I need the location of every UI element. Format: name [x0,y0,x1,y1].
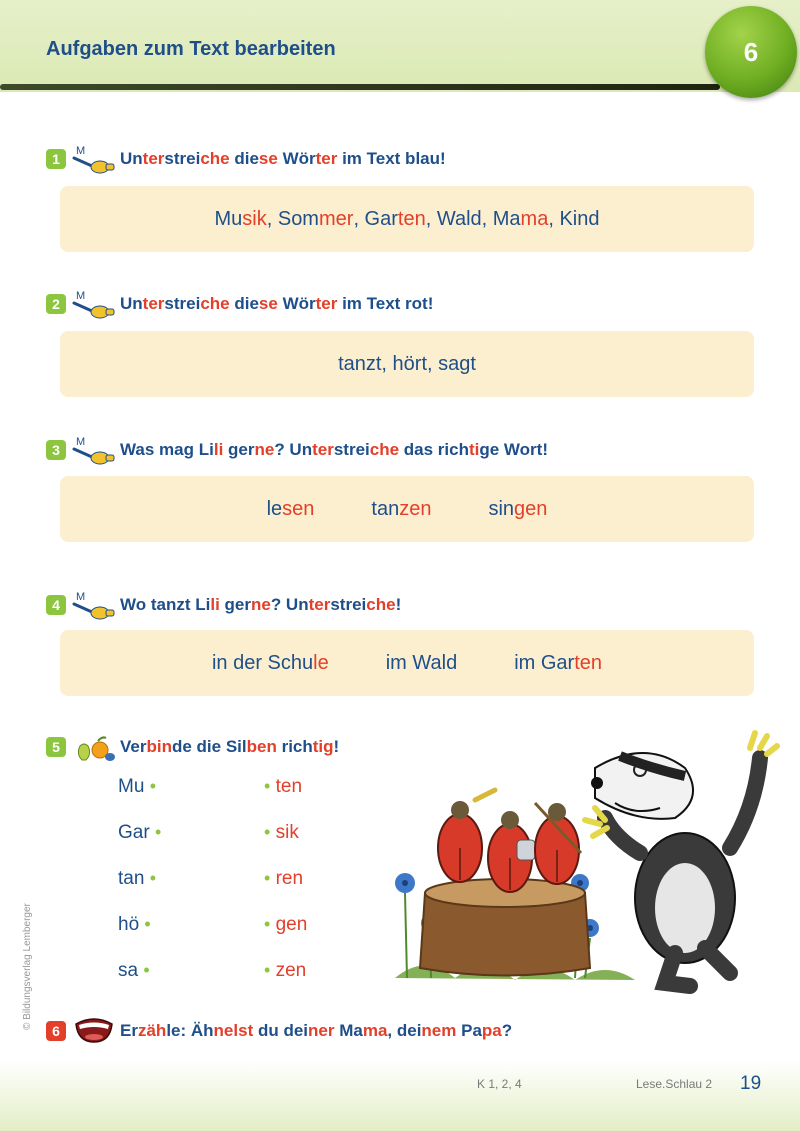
text-segment: , dei [387,1021,422,1040]
task-instruction [120,595,401,615]
task-6 [46,1016,512,1046]
task-instruction [120,149,446,169]
left-syllable[interactable]: Gar • [118,822,162,843]
text-segment: strei [330,595,367,614]
svg-text:M: M [76,290,86,302]
marker-hand-icon [70,144,118,174]
highlighted-syllable: ner [308,1021,335,1040]
highlighted-syllable: ter [142,294,165,313]
text-segment: Wör [277,294,316,313]
text-segment: du dei [253,1021,309,1040]
text-segment: ? [501,1021,513,1040]
word-box-2 [60,331,754,397]
task-instruction [120,440,548,460]
highlighted-syllable: che [369,440,400,459]
text-segment: ! [395,595,402,614]
highlighted-syllable: ter [312,440,334,459]
highlighted-syllable: che [200,149,230,168]
task-number: 5 [46,737,66,757]
text-segment: tan [371,497,400,520]
task-number: 4 [46,595,66,615]
highlighted-syllable: ter [308,595,331,614]
highlighted-syllable: ten [574,651,603,674]
text-segment: , Gar [353,207,398,230]
highlighted-syllable: pa [481,1021,502,1040]
highlighted-syllable: le [313,651,329,674]
curriculum-reference: K 1, 2, 4 [477,1077,522,1091]
marker-hand-icon [70,289,118,319]
highlighted-syllable: nem [421,1021,457,1040]
text-segment: ? Un [270,595,309,614]
task-5 [46,732,339,762]
header-divider [0,84,720,90]
word-box-1 [60,186,754,252]
page-number: 19 [740,1073,762,1094]
task-number: 3 [46,440,66,460]
left-syllable[interactable]: hö • [118,914,151,935]
right-syllable[interactable]: • ten [264,776,303,797]
text-segment: le [266,497,283,520]
left-syllable[interactable]: tan • [118,868,157,889]
text-segment: Un [120,149,143,168]
word-box-3 [60,476,754,542]
text-segment: tanzt, hört, sagt [338,352,476,375]
mouth-icon [70,1016,118,1046]
highlighted-syllable: ma [520,207,549,230]
footer-band [0,1060,800,1131]
highlighted-syllable: ter [315,149,338,168]
highlighted-syllable: gen [514,497,548,520]
highlighted-syllable: ter [142,149,165,168]
svg-text:M: M [76,436,86,448]
task-number: 2 [46,294,66,314]
highlighted-syllable: sik [242,207,267,230]
svg-text:M: M [76,591,86,603]
fruit-icon [70,732,118,762]
badger-beetles-illustration [385,728,780,998]
text-segment: im Gar [514,651,575,674]
right-syllable[interactable]: • sik [264,822,299,843]
text-segment: , Som [266,207,319,230]
text-segment: Er [120,1021,138,1040]
text-segment: die [229,294,259,313]
highlighted-syllable: che [366,595,396,614]
highlighted-syllable: ne [254,440,275,459]
page-title: Aufgaben zum Text bearbeiten [46,38,336,60]
text-segment: im Text blau! [337,149,446,168]
highlighted-syllable: ter [315,294,338,313]
text-segment: sin [488,497,515,520]
highlighted-syllable: se [258,149,278,168]
text-segment: strei [333,440,370,459]
left-syllable[interactable]: sa • [118,960,150,981]
text-segment: Ver [120,737,147,756]
text-segment: strei [164,149,201,168]
right-syllable[interactable]: • gen [264,914,308,935]
text-segment: Un [120,294,143,313]
text-segment: ger [219,595,251,614]
highlighted-syllable: li [210,595,220,614]
text-segment: Wör [277,149,316,168]
task-instruction [120,737,339,757]
text-segment: ge Wort! [479,440,548,459]
text-segment: ? Un [274,440,313,459]
highlighted-syllable: zäh [137,1021,167,1040]
highlighted-syllable: ten [397,207,426,230]
highlighted-syllable: che [200,294,230,313]
highlighted-syllable: bin [146,737,172,756]
task-number: 6 [46,1021,66,1041]
svg-text:M: M [76,145,86,157]
task-instruction [120,294,433,314]
text-segment: im Text rot! [337,294,434,313]
text-segment: Pa [456,1021,482,1040]
task-1 [46,144,446,174]
text-segment: im Wald [385,651,458,674]
text-segment: Mu [214,207,243,230]
text-segment: Was mag Li [120,440,214,459]
task-instruction [120,1021,512,1041]
highlighted-syllable: ti [468,440,480,459]
chapter-badge: 6 [705,6,797,98]
book-series: Lese.Schlau 2 [636,1077,713,1091]
text-segment: das rich [399,440,469,459]
marker-hand-icon [70,590,118,620]
highlighted-syllable: li [213,440,224,459]
text-segment: , Kind [548,207,600,230]
task-3 [46,435,548,465]
text-segment: Wo tanzt Li [120,595,211,614]
marker-hand-icon [70,435,118,465]
text-segment: , Wald, Ma [425,207,521,230]
highlighted-syllable: mer [318,207,354,230]
highlighted-syllable: ma [362,1021,388,1040]
text-segment: in der Schu [211,651,314,674]
right-syllable[interactable]: • zen [264,960,307,981]
highlighted-syllable: se [258,294,278,313]
text-segment: Ma [334,1021,363,1040]
text-segment: rich [276,737,313,756]
copyright-notice: © Bildungsverlag Lemberger [22,903,33,1030]
text-segment: ger [223,440,255,459]
right-syllable[interactable]: • ren [264,868,304,889]
left-syllable[interactable]: Mu • [118,776,156,797]
highlighted-syllable: ben [246,737,277,756]
task-2 [46,289,433,319]
highlighted-syllable: ne [250,595,271,614]
highlighted-syllable: tig [312,737,334,756]
task-number: 1 [46,149,66,169]
text-segment: strei [164,294,201,313]
text-segment: de die Sil [171,737,247,756]
highlighted-syllable: sen [282,497,315,520]
word-box-4 [60,630,754,696]
text-segment: ! [333,737,340,756]
highlighted-syllable: zen [399,497,432,520]
text-segment: die [229,149,259,168]
task-4 [46,590,401,620]
highlighted-syllable: nelst [213,1021,254,1040]
text-segment: le: Äh [166,1021,214,1040]
